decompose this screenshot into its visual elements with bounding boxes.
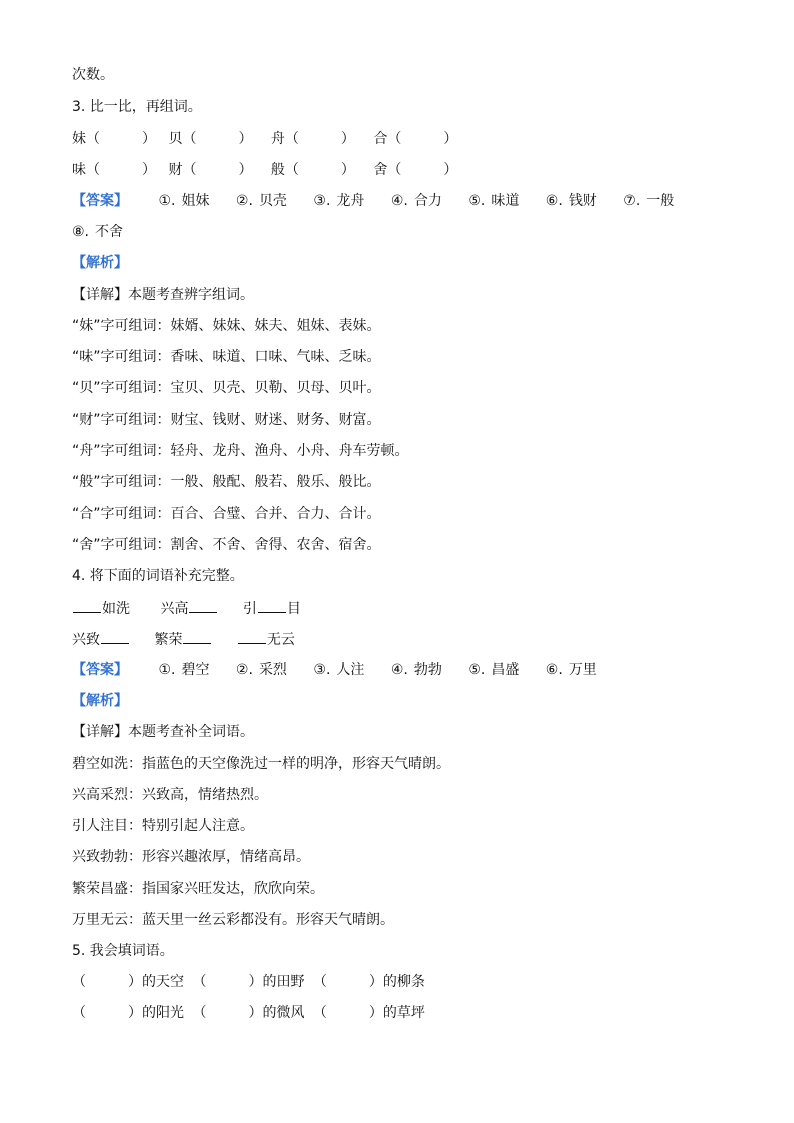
- analysis-tag: 【解析】: [72, 693, 128, 709]
- answer-item: [546, 192, 597, 210]
- q5-cell: （ ）的田野: [192, 974, 305, 990]
- answer-word: 钱财: [568, 193, 597, 209]
- q4-word: 兴高: [160, 601, 189, 617]
- detail-item: 万里无云：蓝天里一丝云彩都没有。形容天气晴朗。: [72, 912, 394, 928]
- answer-item: [391, 192, 442, 210]
- answer-item: [313, 192, 364, 210]
- detail-item: “舟”字可组词：轻舟、龙舟、渔舟、小舟、舟车劳顿。: [72, 443, 409, 459]
- detail-item: “贝”字可组词：宝贝、贝壳、贝勒、贝母、贝叶。: [72, 380, 381, 396]
- answer-marker: ④.: [390, 193, 408, 209]
- answer-word: 万里: [568, 662, 597, 678]
- detail-item: “般”字可组词：一般、般配、般若、般乐、般比。: [72, 474, 381, 490]
- answer-word: 采烈: [258, 662, 287, 678]
- q3-cell: 妹（ ）: [72, 131, 156, 147]
- answer-item: [313, 661, 364, 679]
- answer-word: 不舍: [95, 224, 124, 240]
- q5-row-1: [72, 973, 425, 991]
- q5-cell: （ ）的柳条: [312, 974, 425, 990]
- question-3-title: 3. 比一比，再组词。: [72, 99, 202, 115]
- q3-cell: 财（ ）: [168, 162, 253, 178]
- q4-word: 繁荣: [154, 632, 183, 648]
- answer-marker: ⑥.: [545, 662, 563, 678]
- answer-marker: ⑦.: [623, 193, 641, 209]
- answer-item: [468, 192, 519, 210]
- fill-blank[interactable]: [101, 629, 129, 644]
- q4-word: 兴致: [72, 632, 100, 648]
- q3-answer-line-2: [72, 223, 123, 241]
- question-4-title: 4. 将下面的词语补充完整。: [72, 568, 244, 584]
- q5-cell: （ ）的阳光: [72, 1005, 184, 1021]
- answer-marker: ③.: [313, 193, 331, 209]
- answer-word: 味道: [491, 193, 520, 209]
- answer-item: [468, 661, 519, 679]
- q3-cell: 味（ ）: [72, 162, 156, 178]
- q3-cell: 贝（ ）: [168, 131, 253, 147]
- answer-tag: 【答案】: [72, 193, 128, 209]
- answer-word: 一般: [646, 193, 675, 209]
- q4-word: 无云: [266, 632, 295, 648]
- fill-blank[interactable]: [238, 629, 266, 644]
- answer-word: 龙舟: [336, 193, 365, 209]
- q5-cell: （ ）的天空: [72, 974, 184, 990]
- answer-word: 勃勃: [413, 662, 442, 678]
- answer-item: [236, 661, 287, 679]
- answer-word: 贝壳: [258, 193, 287, 209]
- answer-marker: ④.: [390, 662, 408, 678]
- answer-word: 碧空: [181, 662, 210, 678]
- q4-row-1: [72, 598, 301, 618]
- q4-cell: [237, 629, 295, 649]
- q5-cell: （ ）的微风: [192, 1005, 305, 1021]
- q4-word: 引: [242, 601, 257, 617]
- q3-cell: 舍（ ）: [373, 162, 458, 178]
- fill-blank[interactable]: [189, 598, 217, 613]
- q4-cell: [154, 629, 232, 649]
- answer-item: [158, 192, 209, 210]
- detail-intro: 【详解】本题考查辨字组词。: [72, 287, 254, 303]
- fill-blank[interactable]: [183, 629, 211, 644]
- answer-item: [236, 192, 287, 210]
- q3-cell: 舟（ ）: [270, 131, 355, 147]
- answer-word: 合力: [413, 193, 442, 209]
- detail-item: 引人注目：特别引起人注意。: [72, 818, 254, 834]
- answer-marker: ①.: [158, 662, 176, 678]
- q4-cell: [160, 598, 238, 618]
- detail-item: 兴高采烈：兴致高，情绪热烈。: [72, 787, 268, 803]
- answer-word: 人注: [336, 662, 365, 678]
- detail-item: 碧空如洗：指蓝色的天空像洗过一样的明净，形容天气晴朗。: [72, 756, 450, 772]
- fill-blank[interactable]: [73, 598, 101, 613]
- detail-item: “财”字可组词：财宝、钱财、财迷、财务、财富。: [72, 412, 381, 428]
- detail-item: “味”字可组词：香味、味道、口味、气味、乏味。: [72, 349, 381, 365]
- detail-item: “合”字可组词：百合、合璧、合并、合力、合计。: [72, 506, 381, 522]
- q3-answer-line: [72, 192, 674, 210]
- q4-answer-line: [72, 661, 597, 679]
- answer-item: [546, 661, 597, 679]
- q4-cell: [72, 629, 150, 649]
- detail-item: 兴致勃勃：形容兴趣浓厚，情绪高昂。: [72, 849, 310, 865]
- q4-cell: [243, 598, 301, 618]
- answer-marker: ⑤.: [468, 662, 486, 678]
- text-line: 次数。: [72, 67, 114, 83]
- answer-word: 昌盛: [491, 662, 520, 678]
- fill-blank[interactable]: [258, 598, 286, 613]
- answer-marker: ②.: [235, 662, 253, 678]
- answer-marker: ⑥.: [545, 193, 563, 209]
- detail-item: 繁荣昌盛：指国家兴旺发达，欣欣向荣。: [72, 881, 324, 897]
- answer-marker: ③.: [313, 662, 331, 678]
- answer-marker: ⑧.: [72, 224, 90, 240]
- q3-cell: 合（ ）: [373, 131, 458, 147]
- answer-item: [623, 192, 674, 210]
- analysis-tag: 【解析】: [72, 255, 128, 271]
- q4-word: 如洗: [102, 601, 130, 617]
- q3-row-1: [72, 130, 457, 148]
- detail-intro: 【详解】本题考查补全词语。: [72, 724, 254, 740]
- detail-item: “舍”字可组词：割舍、不舍、舍得、农舍、宿舍。: [72, 537, 381, 553]
- answer-marker: ⑤.: [468, 193, 486, 209]
- q5-cell: （ ）的草坪: [312, 1005, 425, 1021]
- answer-tag: 【答案】: [72, 662, 128, 678]
- answer-marker: ②.: [235, 193, 253, 209]
- detail-item: “妹”字可组词：妹婿、妹妹、妹夫、姐妹、表妹。: [72, 318, 381, 334]
- q3-cell: 般（ ）: [270, 162, 355, 178]
- q4-cell: [72, 598, 156, 618]
- answer-marker: ①.: [158, 193, 176, 209]
- answer-item: [158, 661, 209, 679]
- q5-row-2: [72, 1004, 425, 1022]
- question-5-title: 5. 我会填词语。: [72, 943, 174, 959]
- q3-row-2: [72, 161, 457, 179]
- answer-item: [391, 661, 442, 679]
- q4-word: 目: [286, 601, 301, 617]
- answer-word: 姐妹: [181, 193, 210, 209]
- q4-row-2: [72, 629, 295, 649]
